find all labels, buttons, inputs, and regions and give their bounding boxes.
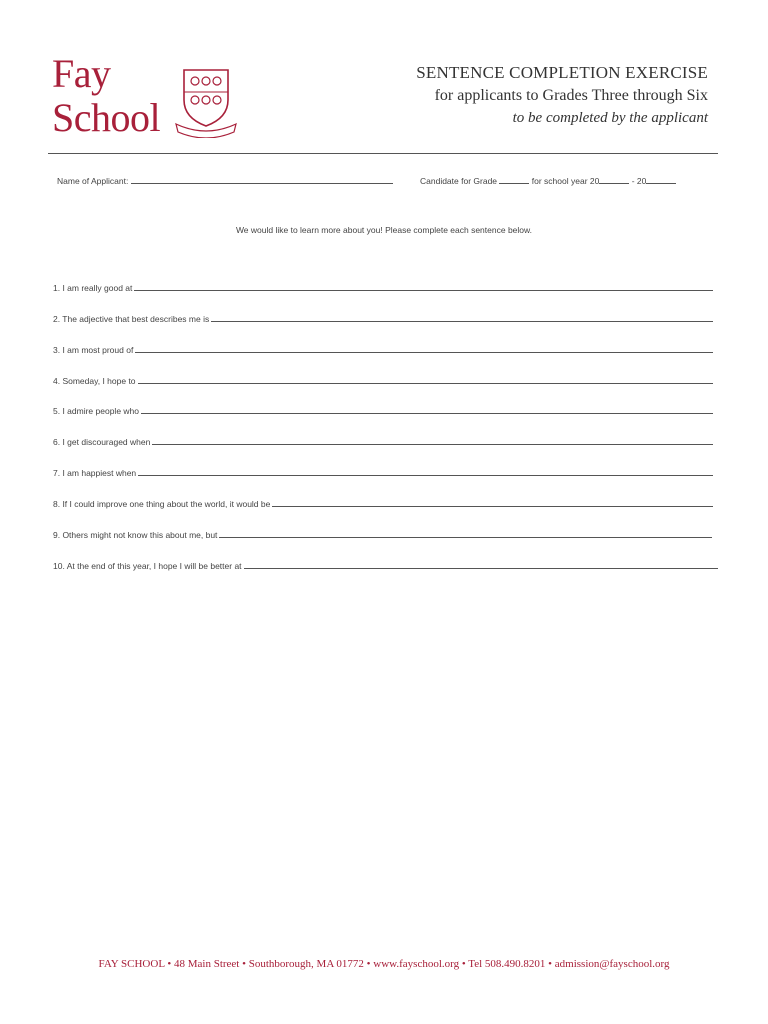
document-header xyxy=(416,62,708,129)
question-label: 4. Someday, I hope to xyxy=(53,376,136,386)
applicant-name-label: Name of Applicant: xyxy=(57,176,129,186)
list-item xyxy=(53,344,713,355)
list-item xyxy=(53,405,713,416)
list-item xyxy=(53,282,713,293)
answer-field[interactable] xyxy=(135,344,713,353)
intro-text: We would like to learn more about you! Please complete each sentence below. xyxy=(235,225,533,235)
logo-line-school: School xyxy=(52,95,161,140)
answer-field[interactable] xyxy=(219,529,712,538)
answer-field[interactable] xyxy=(211,313,713,322)
list-item xyxy=(53,498,713,509)
grade-field[interactable] xyxy=(499,175,529,184)
question-label: 5. I admire people who xyxy=(53,406,139,416)
list-item xyxy=(53,375,713,386)
header-divider xyxy=(48,153,718,154)
footer-contact: FAY SCHOOL • 48 Main Street • Southborough, MA 01772 • www.fayschool.org • Tel 508.490.8201 • admission@fayschool.org xyxy=(98,958,670,970)
list-item xyxy=(53,467,713,478)
year-separator: - 20 xyxy=(631,176,647,186)
list-item xyxy=(53,313,713,324)
year-end-field[interactable] xyxy=(646,175,676,184)
logo-line-fay: Fay xyxy=(52,51,111,96)
grade-row xyxy=(420,175,676,186)
applicant-name-field[interactable] xyxy=(131,175,393,184)
year-start-field[interactable] xyxy=(599,175,629,184)
question-label: 2. The adjective that best describes me is xyxy=(53,314,210,324)
answer-field[interactable] xyxy=(244,560,718,569)
grade-label: Candidate for Grade xyxy=(420,176,498,186)
answer-field[interactable] xyxy=(134,282,713,291)
year-label: for school year 20 xyxy=(531,176,600,186)
answer-field[interactable] xyxy=(272,498,713,507)
answer-field[interactable] xyxy=(138,375,713,384)
question-label: 3. I am most proud of xyxy=(53,345,134,355)
list-item xyxy=(53,560,718,571)
list-item xyxy=(53,529,712,540)
document-title: SENTENCE COMPLETION EXERCISE xyxy=(416,63,708,82)
question-label: 10. At the end of this year, I hope I will be better at xyxy=(53,561,242,571)
question-label: 1. I am really good at xyxy=(53,283,133,293)
answer-field[interactable] xyxy=(141,405,713,414)
question-label: 7. I am happiest when xyxy=(53,468,137,478)
question-label: 9. Others might not know this about me, but xyxy=(53,530,218,540)
school-crest-icon xyxy=(174,66,238,138)
answer-field[interactable] xyxy=(152,436,713,445)
applicant-name-row xyxy=(57,175,393,186)
question-label: 8. If I could improve one thing about the world, it would be xyxy=(53,499,271,509)
list-item xyxy=(53,436,713,447)
school-logo xyxy=(52,52,160,140)
document-note: to be completed by the applicant xyxy=(512,110,708,126)
answer-field[interactable] xyxy=(138,467,713,476)
question-label: 6. I get discouraged when xyxy=(53,437,151,447)
document-subtitle: for applicants to Grades Three through Six xyxy=(434,87,708,104)
